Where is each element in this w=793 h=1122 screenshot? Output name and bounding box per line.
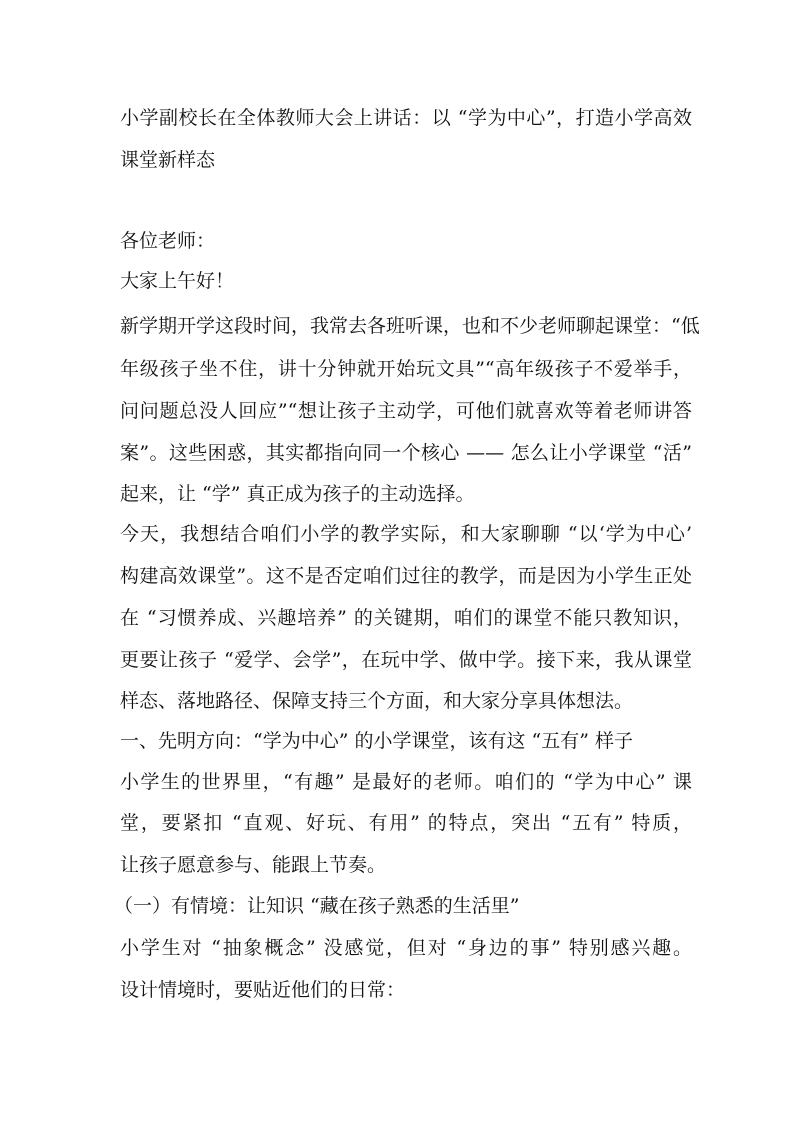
document-title-line-1: 小学副校长在全体教师大会上讲话：以 “学为中心”，打造小学高效: [120, 107, 692, 129]
body-line: 问问题总没人回应”“想让孩子主动学，可他们就喜欢等着老师讲答: [120, 400, 692, 422]
section-heading: 一、先明方向：“学为中心” 的小学课堂，该有这 “五有” 样子: [120, 730, 633, 752]
body-line: 设计情境时，要贴近他们的日常：: [120, 979, 406, 1001]
greeting: 各位老师：: [120, 230, 216, 252]
body-line: 案”。这些困惑，其实都指向同一个核心 —— 怎么让小学课堂 “活”: [120, 442, 692, 464]
body-line: 构建高效课堂”。这不是否定咱们过往的教学，而是因为小学生正处: [120, 565, 692, 587]
salutation: 大家上午好！: [120, 270, 235, 292]
body-line: 起来，让 “学” 真正成为孩子的主动选择。: [120, 483, 475, 505]
body-line: 今天，我想结合咱们小学的教学实际，和大家聊聊 “以‘学为中心’: [120, 523, 692, 545]
document-title-line-2: 课堂新样态: [120, 149, 216, 171]
body-line: 小学生的世界里，“有趣” 是最好的老师。咱们的 “学为中心” 课: [120, 771, 692, 793]
body-line: 年级孩子坐不住，讲十分钟就开始玩文具”“高年级孩子不爱举手，: [120, 358, 692, 380]
body-line: 新学期开学这段时间，我常去各班听课，也和不少老师聊起课堂：“低: [120, 315, 700, 337]
body-line: 小学生对 “抽象概念” 没感觉，但对 “身边的事” 特别感兴趣。: [120, 937, 692, 959]
body-line: 样态、落地路径、保障支持三个方面，和大家分享具体想法。: [120, 690, 634, 712]
body-line: 堂，要紧扣 “直观、好玩、有用” 的特点，突出 “五有” 特质，: [120, 812, 692, 834]
body-line: 在 “习惯养成、兴趣培养” 的关键期，咱们的课堂不能只教知识，: [120, 607, 692, 629]
subsection-heading: （一）有情境：让知识 “藏在孩子熟悉的生活里”: [114, 895, 520, 917]
body-line: 让孩子愿意参与、能跟上节奏。: [120, 854, 387, 876]
body-line: 更要让孩子 “爱学、会学”，在玩中学、做中学。接下来，我从课堂: [120, 649, 692, 671]
